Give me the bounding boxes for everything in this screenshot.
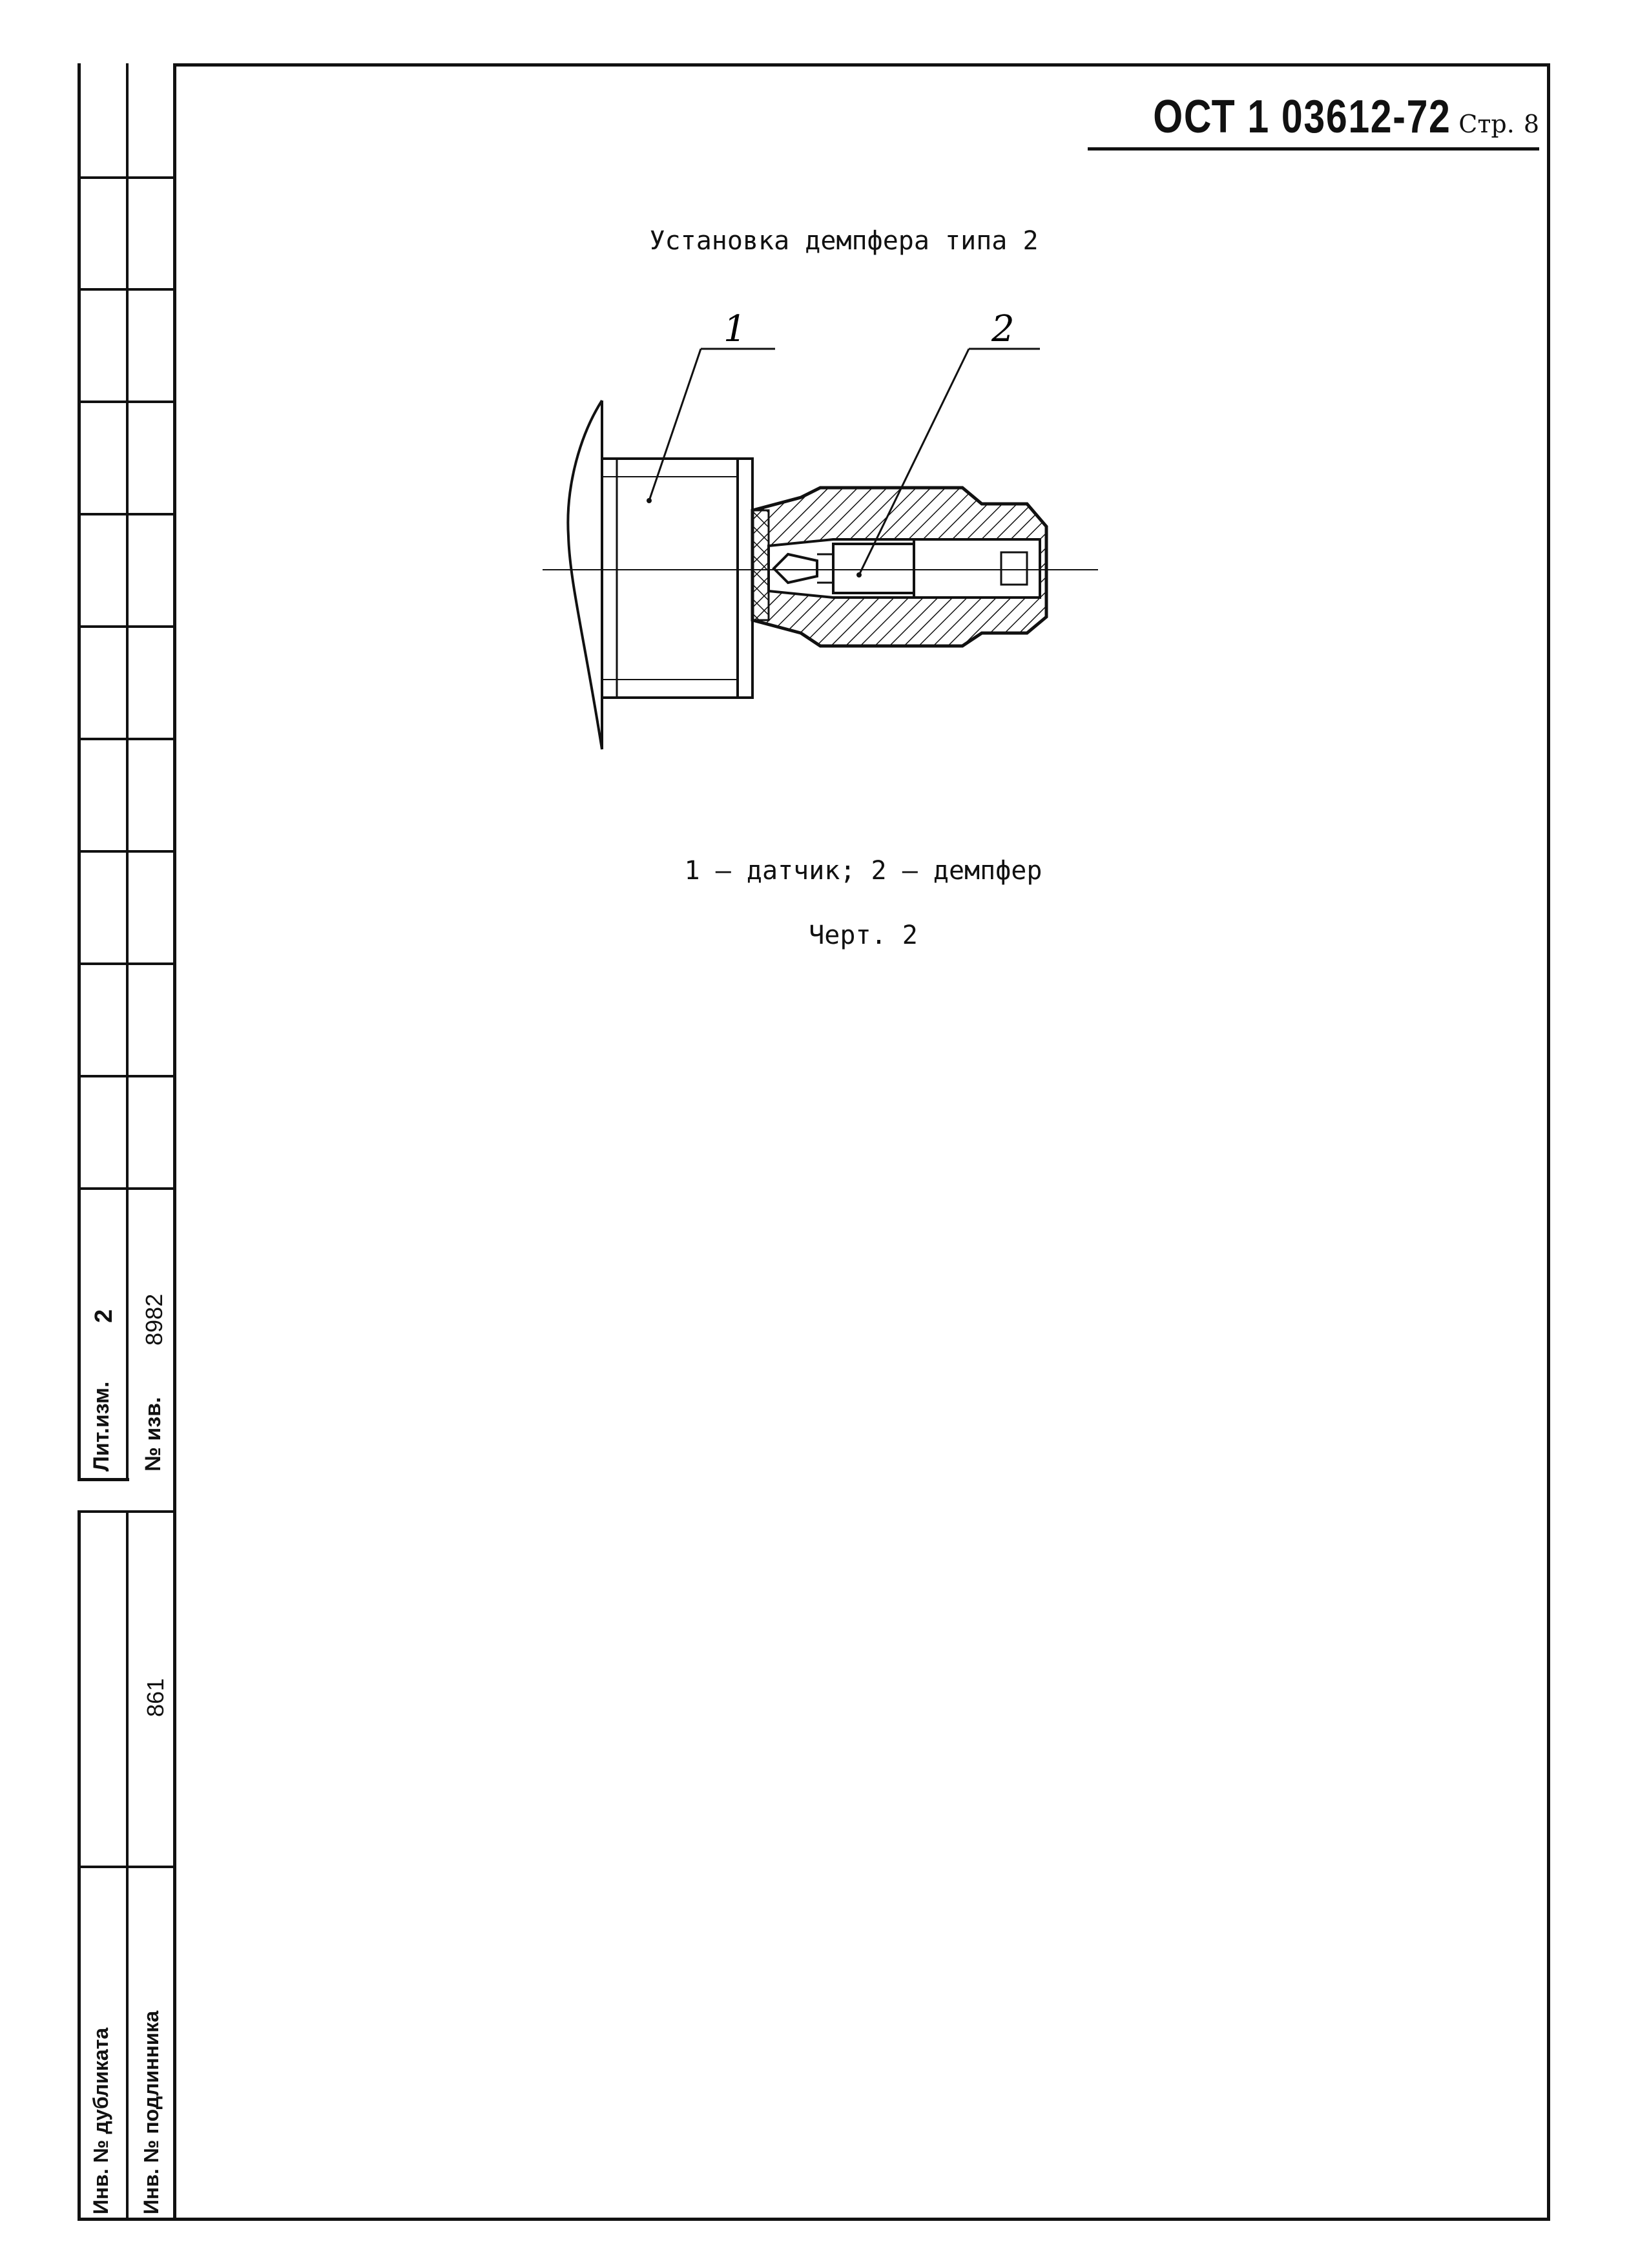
side-stamp <box>78 63 181 2221</box>
document-header <box>1088 90 1539 151</box>
figure-title: Установка демпфера типа 2 <box>649 226 1039 256</box>
figure-label: Черт. 2 <box>809 921 918 950</box>
inv-dublikata-label: Инв. № дубликата <box>89 2027 112 2214</box>
strip-cell-line <box>78 1866 174 1868</box>
lit-izm-label: Лит.изм. <box>89 1381 114 1472</box>
damper-insert <box>833 544 914 593</box>
strip-divider <box>126 63 129 1481</box>
strip-cell-line <box>78 625 174 628</box>
strip-cell-line <box>78 176 174 179</box>
page-label: Стр. <box>1458 110 1515 138</box>
inv-podlinnika-label: Инв. № подлинника <box>140 2010 163 2214</box>
figure-legend: 1 – датчик; 2 – демпфер <box>684 856 1042 886</box>
callout-leader-1 <box>649 349 701 501</box>
sensor-body <box>602 459 738 698</box>
strip-cell-line <box>78 1075 174 1077</box>
strip-cell-line <box>78 850 174 853</box>
strip-cell-line <box>78 401 174 403</box>
strip-cell-line <box>78 962 174 965</box>
strip-border <box>78 1478 129 1481</box>
no-izv-label: № изв. <box>141 1397 165 1472</box>
callout-1: 1 <box>723 308 747 350</box>
strip-cell-line <box>78 288 174 291</box>
lit-izm-value: 2 <box>90 1309 118 1323</box>
strip-border <box>78 2218 174 2221</box>
break-line <box>568 401 602 749</box>
page-number: 8 <box>1523 110 1539 138</box>
strip-cell-line <box>78 738 174 740</box>
callout-2: 2 <box>991 308 1015 350</box>
document-code: ОСТ 1 03612-72 <box>1153 91 1451 143</box>
no-izv-value: 8982 <box>141 1293 167 1346</box>
strip-border <box>78 63 81 1481</box>
strip-cell-line <box>78 513 174 515</box>
inv-podlinnika-value: 861 <box>142 1678 169 1717</box>
strip-cell-line <box>78 1187 174 1190</box>
damper-installation-drawing <box>530 304 1111 795</box>
